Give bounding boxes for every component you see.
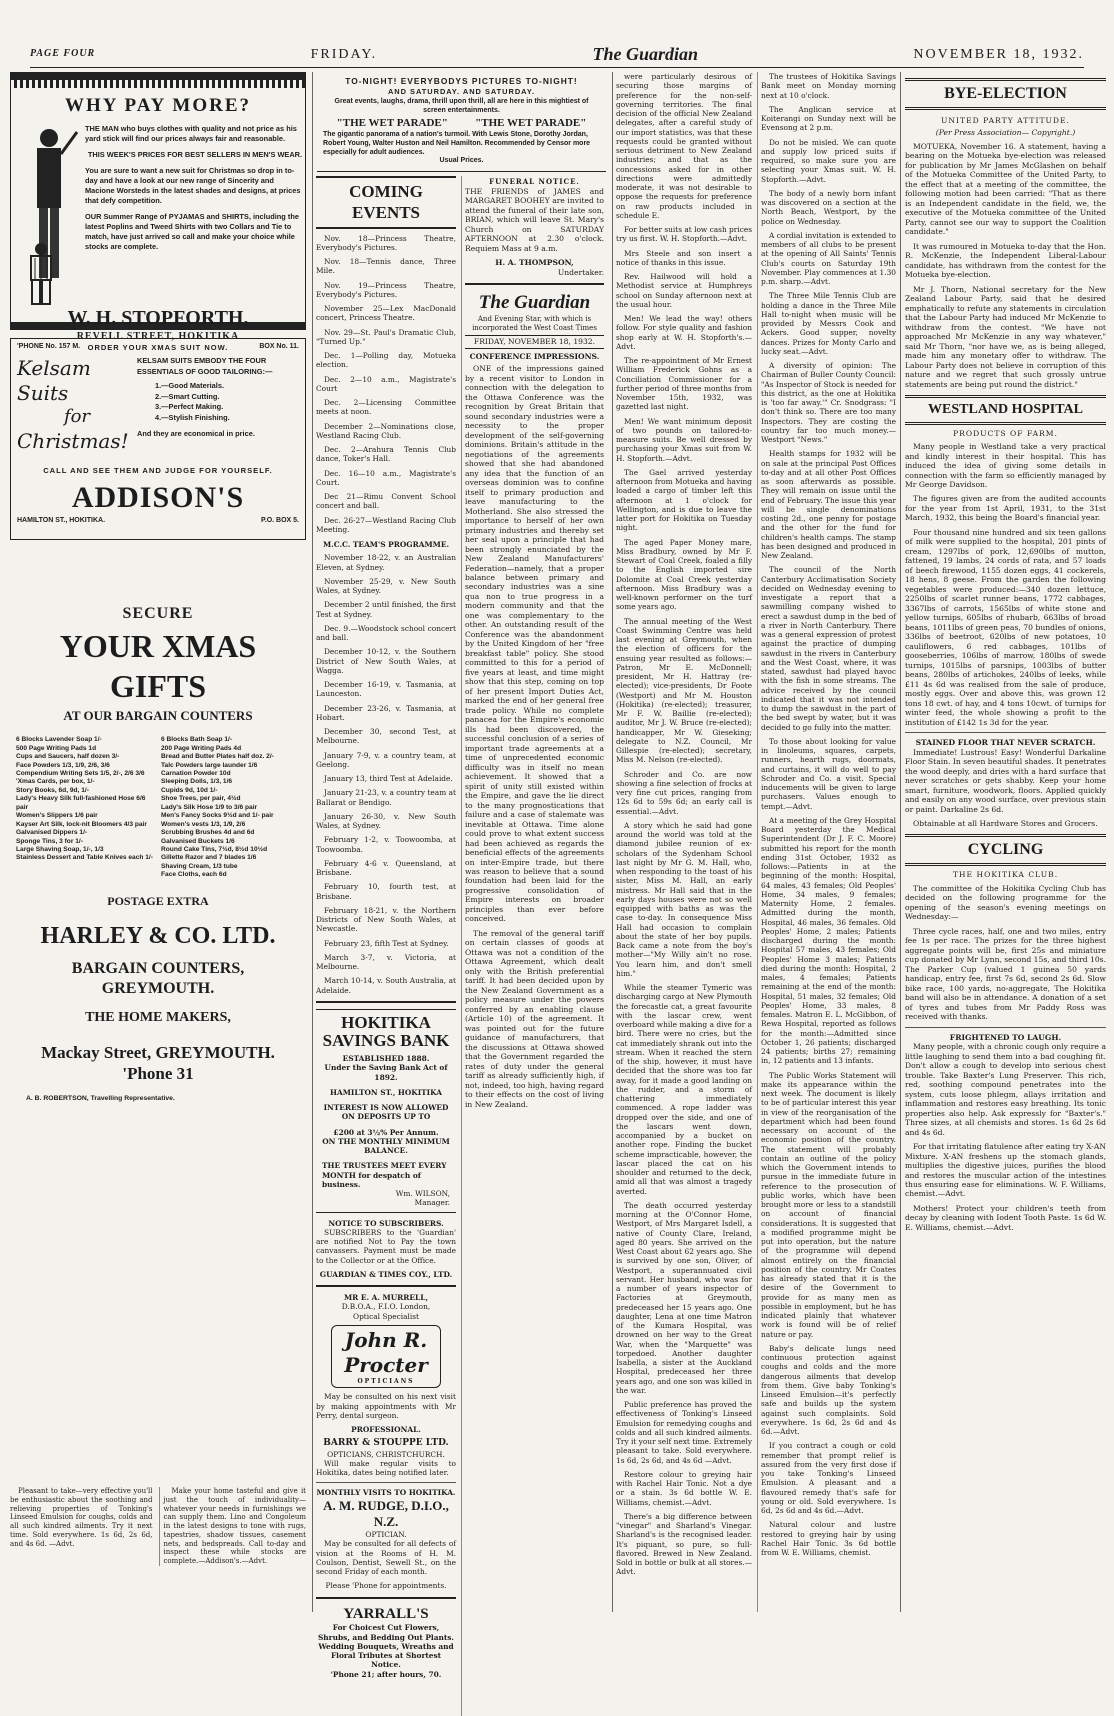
pyjama-man-illustration-icon: [21, 242, 61, 306]
mcc-fixture-item: December 10-12, v. the Southern District of New South Wales, at Wagga.: [316, 647, 456, 675]
xmas-price-item: Galvanised Dippers 1/-: [16, 829, 88, 837]
xmas-price-item: Lady's Heavy Silk full-fashioned Hose 6/6 pair: [16, 795, 146, 811]
xmas-price-item: Gillette Razor and 7 blades 1/6: [161, 854, 257, 862]
kelsam-essential-1: 1.—Good Materials.: [155, 380, 224, 390]
barry-name: BARRY & STOUPPE LTD.: [323, 1438, 449, 1449]
rudge-text: May be consulted for all defects of vision at the Rooms of H. M. Coulson, Dentist, Sewell St., on the second Friday of each month.: [316, 1539, 456, 1577]
mcc-fixture-item: January 21-23, v. a country team at Ballarat or Bendigo.: [316, 788, 456, 807]
xmas-price-item: Women's vests 1/3, 1/9, 2/6: [161, 820, 246, 828]
news-paragraph: The Gael arrived yesterday afternoon from Motueka and having loaded a cargo of timber left this afternoon at 1 o'clock for Wellington, and is due to leave the latter port for Hokitika on Tuesday night.: [616, 467, 752, 533]
bank-manager-role: Manager.: [414, 1198, 450, 1208]
stopforth-address: REVELL STREET, HOKITIKA: [76, 330, 240, 342]
news-paragraph: Men! We want minimum deposit of two pounds on tailored-to-measure suits. Be well dressed by purchasing your Xmas suit from W. H. Stopforth.—Advt.: [616, 416, 752, 463]
iodent-advt: Mothers! Protect your children's teeth from decay by cleaning with Iodent Tooth Paste. 1s 6d W. E. Williams, chemist.—Advt.: [905, 1203, 1106, 1232]
mcc-fixture-item: February 1-2, v. Toowoomba, at Toowoomba.: [316, 835, 456, 854]
mcc-fixture-item: November 25-29, v. New South Wales, at Sydney.: [316, 576, 456, 595]
harley-firm: HARLEY & CO. LTD.: [40, 922, 276, 949]
xmas-title: YOUR XMAS GIFTS: [59, 628, 257, 704]
bye-election-para-3: Mr J. Thorn, National secretary for the New Zealand Labour Party, said that he desired emphatically to refute any statements in circulation that the Labour Party had induced Mr McKenzie to withdraw from the contest. "We have not approached Mr McKenzie in any way whatever," said Mr Thorn, "nor have we, as is being alleged, made him any monetary offer to withdraw. The Labour Party does not believe in corruption of this nature and we regret that such grossly untrue statements are being put round the district.": [905, 284, 1106, 389]
news-paragraph: The body of a newly born infant was discovered on a section at the North Beach, Westport, by the police on Wednesday.: [761, 188, 896, 226]
editorial-para-1: ONE of the impressions gained by a recent visitor to London in connection with the delegation to the Ottawa Conference was the recognition by Great Britain that sound secondary industries were a necessity to the proper development of the self-governing dominions. Britain's attitude in the negotiations of the agreements showed that she had abandoned any idea that the function of an overseas dominion was to confine itself to primary production and leave manufacturing to the Motherland. She also stressed the importance to herself of her own primary industries and thereby set her seal upon a principle that had been strongly enunciated by the New Zealand Manufacturers' Federation—namely, that a proper balance between primary and secondary industries was a sine qua non to true progress in a modern community and that the one was complementary to the other. An outstanding result of the Conference was the abandonment by the United Kingdom of her "free breakfast table" policy. She stood committed to this for a period of five years at least, and time might show that this step, coming on top of her present Import Duties Act, marked the end of her general free trade policy. While no complete panacea for the Empire's economic ills had been discovered, the successful conclusion of a series of important trade agreements at a time of unprecedented economic difficulty was in itself no mean achievement. It showed that a spirit of unity still existed within the Empire, and gave the lie direct to the many prognostications that failure and a case of stalemate was inevitable at Ottawa. Time alone could prove to what extent success had been achieved as regards the beneficial effects of the agreements on inter-Empire trade, but there was reason to believe that a sound foundation had been laid for the progressive consolidation of Empire interests on broader principles than ever before conceived.: [465, 364, 604, 924]
mcc-fixture-item: February 10, fourth test, at Brisbane.: [316, 882, 456, 901]
xmas-price-item: Scrubbing Brushes 4d and 6d: [161, 829, 255, 837]
mcc-fixture-item: Dec. 9.—Woodstock school concert and ball.: [316, 623, 456, 642]
page-number: PAGE FOUR: [30, 48, 96, 60]
xmas-price-item: 200 Page Writing Pads 4d: [161, 744, 242, 752]
xmas-price-item: Kayser Art Silk, lock-nit Bloomers 4/3 pair: [16, 820, 147, 828]
bye-election-press: (Per Press Association— Copyright.): [935, 128, 1076, 138]
xmas-list-right: [161, 736, 300, 879]
bye-election-sub: UNITED PARTY ATTITUDE.: [941, 116, 1070, 125]
bank-balance: ON THE MONTHLY MINIMUM BALANCE.: [322, 1136, 450, 1156]
kelsam-lead: KELSAM SUITS EMBODY THE FOUR ESSENTIALS OF GOOD TAILORING:—: [137, 356, 273, 377]
savings-bank-ad: [316, 1009, 456, 1213]
coming-events-list: [316, 234, 456, 535]
mcc-fixture-item: November 18-22, v. an Australian Eleven, at Sydney.: [316, 553, 456, 572]
xmas-price-item: Shoe Trees, per pair, 4½d: [161, 795, 241, 803]
bank-established: ESTABLISHED 1888.: [342, 1054, 430, 1064]
xmas-price-item: Bread and Butter Plates half doz. 2/-: [161, 753, 274, 761]
news-paragraph: The Three Mile Tennis Club are holding a dance in the Three Mile Hall to-night when music will be provided by Messrs Cook and Ackers. Good supper, novelty dances. Prizes for Monty Carlo and lucky seat.—Advt.: [761, 291, 896, 356]
mcc-fixture-item: March 10-14, v. South Australia, at Adelaide.: [316, 976, 456, 995]
pictures-title-1: "THE WET PARADE": [336, 117, 448, 130]
professional-heading: PROFESSIONAL.: [351, 1425, 421, 1435]
xmas-price-list: [16, 736, 300, 879]
news-paragraph: The council of the North Canterbury Acclimatisation Society decided on Wednesday evening to investigate a report that a sawmilling company wished to erect a sawdust dump in the bed of a river in North Canterbury. There was a general expression of protest against the practice of dumping sawdust in the rivers in Canterbury and the West Coast, where, it was stated, sawdust had played havoc with the fish in some streams. The advice received by the council indicated that it was not intended to dump the sawdust in the part of the bed swept by water, but it was decided to go fully into the matter.: [761, 565, 896, 732]
xmas-price-item: 500 Page Writing Pads 1d: [16, 744, 97, 752]
news-paragraph: Natural colour and lustre restored to greying hair by using Rachel Hair Tonic. 3s 6d bottle from W. E. Williams, chemist.: [761, 1520, 896, 1557]
kelsam-call: CALL AND SEE THEM AND JUDGE FOR YOURSELF.: [43, 465, 273, 475]
addisons-kelsam-ad: [10, 338, 306, 540]
floor-text: Immediate! Lustrous! Easy! Wonderful Darkaline Floor Stain. In seven beautiful shades. It penetrates the wood deeply, and dries with a hard surface that never scratches or gets shabby. Keep your home smart, furniture, woodwork, floors. Applied quickly and easily on any wood surface, over previous stain or paint. Darkaline 2s 6d.: [905, 747, 1106, 814]
stopforth-phone: 'PHONE No. 157 M.: [17, 343, 81, 351]
xmas-price-item: Stainless Dessert and Table Knives each 1/-: [16, 854, 153, 862]
pictures-line-2: AND SATURDAY. AND SATURDAY.: [387, 86, 536, 96]
xmas-price-item: Lady's Silk Hose 1/9 to 3/6 pair: [161, 803, 258, 811]
xmas-price-item: Large Shaving Soap, 1/-, 1/3: [16, 845, 104, 853]
news-paragraph: There's a big difference between "vinegar" and Sharland's Vinegar. Sharland's is the recognised leader. It's piquant, so pure, so full-flavored. Brewed in New Zealand. Sold in bottle or bulk at all stores.—Advt.: [616, 1511, 752, 1577]
guardian-date: FRIDAY, NOVEMBER 18, 1932.: [465, 335, 604, 348]
news-paragraph: The Public Works Statement will make its appearance within the next week. The document is likely to be of particular interest this year in view of the reorganisation of the department which had been found necessary on account of the economic position of the country. The statement will probably contain an outline of the policy which the Government intends to pursue in the immediate future in reference to the prosecution of public works, which have been brought more or less to a standstill on account of financial considerations. It is suggested that a modified programme might be put into operation, but the nature of the programme will depend almost entirely on the financial position of the country. Mr Coates has already stated that it is the desire of the Government to provide for as many men as possible in employment, but he has indicated plainly that whatever work is found will be of relief nature or pay.: [761, 1070, 896, 1339]
kelsam-script-2: for: [63, 406, 91, 428]
xmas-price-item: 6 Blocks Bath Soap 1/-: [161, 736, 233, 744]
news-paragraph: The aged Paper Money mare, Miss Bradbury, owned by Mr F. Stewart of Coal Creek, foaled a filly to the English imported sire Dolomite at Coal Creek yesterday afternoon. Miss Bradbury was a well-known performer on the turf some years ago.: [616, 537, 752, 612]
masthead-day: FRIDAY.: [310, 46, 378, 62]
hospital-sub: PRODUCTS OF FARM.: [953, 428, 1058, 438]
xmas-price-item: Face Cloths, each 6d: [161, 871, 227, 879]
procter-logo-sub: OPTICIANS: [357, 1377, 415, 1385]
xmas-price-item: Cupids 9d, 10d 1/-: [161, 786, 218, 794]
mcc-fixture-item: February 4-6 v. Queensland, at Brisbane.: [316, 858, 456, 877]
bank-manager: Wm. WILSON,: [395, 1189, 450, 1199]
subscribers-text: SUBSCRIBERS to the 'Guardian' are notified Not to Pay the town canvassers. Payment must be made to the Collector or at the Office.: [316, 1227, 456, 1265]
column-1: [6, 72, 310, 1612]
news-paragraph: The death occurred yesterday morning at the O'Connor Home, Westport, of Mrs Margaret Isdell, a native of County Clare, Ireland, aged 80 years. She arrived on the West Coast about 62 years ago. She is survived by one son, Oliver, of Westport, a superannuated civil servant. Her husband, who was for a number of years inspector of Factories at Greymouth, predeceased her 15 years ago. One daughter, Lena at one time Matron of the Kumara Hospital, was drowned on her way to the Great War, when the "Marquette" was torpedoed. Another daughter Isabella, a sister at the Auckland Hospital, predeceased her three years ago, and one son was killed in the war.: [616, 1200, 752, 1395]
news-paragraph: Public preference has proved the effectiveness of Tonking's Linseed Emulsion for remedying coughs and colds and all such kindred ailments. Try it your self next time. Extremely pleasant to take. Sold everywhere. 1s 6d, 2s 6d, and 4s 6d —Advt.: [616, 1400, 752, 1465]
column-4: [900, 72, 1110, 1612]
stopforth-para-4: OUR Summer Range of PYJAMAS and SHIRTS, including the latest Poplins and Tweed Shirts with two Collars and Tie to match, have just arrived so call and make your choice while stocks are complete.: [85, 211, 299, 251]
harley-homemakers: THE HOME MAKERS,: [85, 1009, 231, 1025]
stopforth-title: WHY PAY MORE?: [64, 95, 252, 116]
news-paragraph: Do not be misled. We can quote and supply low priced suits if required, so make sure you are selecting your Xmas suit. W. H. Stopforth.—Advt.: [761, 137, 896, 184]
rudge-title: MONTHLY VISITS TO HOKITIKA.: [316, 1488, 456, 1498]
mcc-list: [316, 553, 456, 995]
mcc-fixture-item: December 23-26, v. Tasmania, at Hobart.: [316, 703, 456, 722]
kelsam-essential-3: 3.—Perfect Making.: [155, 402, 224, 412]
funeral-undertaker-role: Undertaker.: [557, 267, 604, 277]
news-paragraph: If you contract a cough or cold remember that prompt relief is assured from the very first dose if you take Tonking's Linseed Emulsion. A pleasant and a flavoured remedy that's safe for young or old. Sold everywhere. 1s 6d, 2s 6d and 4s 6d.—Advt.: [761, 1441, 896, 1515]
yarrall-name: YARRALL'S: [343, 1605, 429, 1622]
mcc-fixture-item: February 18-21, v. the Northern Districts of New South Wales, at Newcastle.: [316, 905, 456, 934]
procter-logo: [331, 1325, 441, 1389]
news-paragraph: A cordial invitation is extended to members of all clubs to be present at the opening of All Saints' Tennis Club's courts on Saturday 19th November. Play commences at 1.30 p.m. sharp.—Advt.: [761, 230, 896, 286]
harley-xmas-ad: [10, 600, 306, 1135]
news-paragraph: The Anglican service at Koiterangi on Sunday next will be Evensong at 2 p.m.: [761, 104, 896, 133]
yarrall-phone: 'Phone 21; after hours, 70.: [330, 1669, 442, 1679]
subscribers-title: NOTICE TO SUBSCRIBERS.: [328, 1218, 444, 1228]
xmas-price-item: Story Books, 6d, 9d, 1/-: [16, 786, 89, 794]
col1-bottom-notes: [10, 1487, 306, 1571]
mcc-fixture-item: December 2 until finished, the first Test at Sydney.: [316, 600, 456, 619]
news-paragraph: A diversity of opinion: The Chairman of Buller County Council: "As Inspector of Stock is needed for this district, as the one at Hokitika is 'too far away.'" Cr. Snodgrass: "I don't think so. There are too many Inspectors. They are costing the country far too much money.—Westport "News.": [761, 361, 896, 444]
hospital-para-2: The figures given are from the audited accounts for the year from 1st April, 1931, to the 31st March, 1932, this being the Board's financial year.: [905, 494, 1106, 523]
kelsam-economical: And they are economical in price.: [137, 428, 255, 438]
mcc-fixture-item: January 7-9, v. a country team, at Geelong.: [316, 750, 456, 769]
news-paragraph: were particularly desirous of securing those margins of preference for the non-self-governing territories. The final decision of the official New Zealand delegates, after a careful study of our import statistics, was that these requests could be granted without serious detriment to New Zealand industries; and that as the concessions asked for in other directions were admittedly moderate, it was not desirable to oppose the requests for preference on raw products included in schedule E.: [616, 72, 752, 220]
tonking-advt: Pleasant to take—very effective you'll be enthusiastic about the soothing and relieving properties of Tonking's Linseed Emulsion for coughs, colds and all such kindred ailments. Try it next time. Sold everywhere. 1s 6d, 2s 6d, and 4s 6d. —Advt.: [10, 1487, 153, 1548]
xmas-price-item: Face Powders 1/3, 1/9, 2/6, 3/6: [16, 761, 110, 769]
news-paragraph: Rev. Hailwood will hold a Methodist service at Humphreys school on Sunday afternoon next at the usual hour.: [616, 272, 752, 309]
harley-address: Mackay Street, GREYMOUTH. 'Phone 31: [41, 1043, 275, 1084]
barry-sub: OPTICIANS, CHRISTCHURCH.: [327, 1449, 445, 1459]
mcc-fixture-item: January 13, third Test at Adelaide.: [324, 774, 453, 783]
pictures-line-3: Great events, laughs, drama, thrill upon thrill, all are here in this mightiest of screen entertainments.: [334, 97, 589, 114]
coming-events-title: COMING EVENTS: [316, 176, 456, 229]
pictures-ad: [317, 72, 606, 172]
subscribers-firm: GUARDIAN & TIMES COY., LTD.: [319, 1269, 453, 1279]
mcc-fixture-item: March 3-7, v. Victoria, at Melbourne.: [316, 952, 456, 971]
bye-election-para-2: It was rumoured in Motueka to-day that the Hon. R. McKenzie, the Independent Liberal-Labour candidate, has withdrawn from the contest for the Motueka bye-election.: [905, 241, 1106, 280]
bye-election-para-1: MOTUEKA, November 16. A statement, having a bearing on the Motueka bye-election was released for publication by Mr James McGlashen on behalf of the Motueka Committee of the United Party, to the effect that at a meeting of the committee, the following motion had been carried: "That as there is an Independent candidate in the field, we, the executive of the Motueka committee of the United Party, cannot see our way to support the Coalition candidate.": [905, 141, 1106, 237]
frightened-text: Many people, with a chronic cough only require a little laughing to send them into a bad coughing fit. Don't allow a cough to develop into serious chest trouble. Take Baxter's Lung Preserver. This rich, red, soothing compound penetrates into the system, cuts loose phlegm, allays irritation and inflammation and restores easy breathing. Its tonic properties also help. Ask expressly for "Baxter's." Three sizes, at all chemists and stores. 1s 6d 2s 6d and 4s 6d.: [905, 1042, 1106, 1137]
masthead: [30, 42, 1084, 68]
xmas-postage: POSTAGE EXTRA: [107, 893, 209, 908]
coming-event-item: Nov. 18—Princess Theatre, Everybody's Pictures.: [316, 233, 456, 252]
kelsam-essential-4: 4.—Stylish Finishing.: [155, 413, 230, 423]
coming-event-item: Dec 21—Rimu Convent School concert and ball.: [316, 492, 456, 511]
news-paragraph: The trustees of Hokitika Savings Bank meet on Monday morning next at 10 o'clock.: [761, 72, 896, 100]
stopforth-box: BOX No. 11.: [259, 343, 299, 351]
barry-text: Will make regular visits to Hokitika, dates being notified later.: [316, 1458, 456, 1478]
news-paragraph: While the steamer Tymeric was discharging cargo at New Plymouth the forecastle cat, a great favourite with the lascar crew, went overboard while making a dive for a bird. There were no cries, but the cat immediately shrank out into the stream. When it reached the stern of the ship, however, it must have decided that the shore was too far away, for it made a good landing on the rudder, and a storm of chattering immediately commenced. A rope ladder was dropped over the side, and one of the lascars went down, accompanied by a bucket on another rope. Finding the bucket scheme impracticable, however, the lascar placed the cat on his shoulder and returned to the deck, amid all that was almost a tragedy averted.: [616, 983, 752, 1196]
news-paragraph: Baby's delicate lungs need continuous protection against coughs and colds and the more dangerous ailments that develop from them. Give baby Tonking's Linseed Emulsion—it's perfectly safe and builds up the system against such complaints. Sold everywhere. 1s 6d, 2s 6d and 4s 6d.—Advt.: [761, 1343, 896, 1436]
xmas-price-item: Galvanised Buckets 1/6: [161, 837, 235, 845]
column-3: [612, 72, 898, 1612]
col3-left: [613, 72, 755, 1612]
procter-logo-name: John R. Procter: [344, 1327, 428, 1377]
yarrall-wed: Wedding Bouquets, Wreaths and Floral Tributes at Shortest Notice.: [318, 1641, 454, 1670]
xmas-price-item: Cups and Saucers, half dozen 3/-: [16, 753, 120, 761]
masthead-date: NOVEMBER 18, 1932.: [913, 46, 1084, 62]
stopforth-para-2: THIS WEEK'S PRICES FOR BEST SELLERS IN MEN'S WEAR.: [87, 149, 303, 159]
hospital-para-3: Four thousand nine hundred and six teen gallons of milk were supplied to the hospital, 201 pints of cream, 1297lbs of pork, 12,690lbs of mutton, fattened, 19 lambs, 24 cords of rata, and 57 loads of beech firewood, 1155 dozen eggs, 41 cockerels, 18 hens, 8 geese. From the garden the following vegetables were produced:—340 dozen lettuce, 2250lbs of scarlet runner beans, 1772 cabbages, 3367lbs of carrots, 1565lbs of white stone and yellow turnips, 605lbs of rhubarb, 663lbs of broad beans, 1011lbs of green peas, 70 bundles of onions, 336lbs of beetroot, 620lbs of new potatoes, 10 cauliflowers, 6 red cabbages, 101lbs of gooseberries, 106lbs of marrow, 180lbs of swede turnips, 1015lbs of parsnips, 1003lbs of butter beans, 280lbs of artichokes, 240lbs of leeks, while £11 4s 6d was realised from the sale of produce, mostly eggs. Over and above this, was grown 12 tons 18 cwt. of hay, and 4 tons 10cwt. of turnips for winter feed, the whole showing a profit to the institution of £142 1s 3d for the year.: [905, 527, 1106, 727]
addisons-firm: ADDISON'S: [71, 481, 245, 515]
news-paragraph: Schroder and Co. are now showing a fine selection of frocks at very fine cut prices, ranging from 12s 6d to 59s 6d; an early call is essential.—Advt.: [616, 769, 752, 816]
news-paragraph: To those about looking for value in linoleums, squares, carpets, runners, hearth rugs, doormats, and curtains, it will do well to pay Schroder and Co. a visit. Special inducements will be given to large purchasers. Values enough to tempt.—Advt.: [761, 736, 896, 811]
cycling-sub: THE HOKITIKA CLUB.: [952, 870, 1059, 880]
murrell-text: May be consulted on his next visit by making appointments with Mr Perry, dental surgeon.: [316, 1392, 456, 1420]
coming-event-item: December 2—Nominations close, Westland Racing Club.: [316, 421, 456, 440]
editorial-title: CONFERENCE IMPRESSIONS.: [469, 351, 600, 361]
addisons-furnishing-advt: Make your home tasteful and give it just the touch of individuality—whatever your needs in furnishings we can supply them. Lino and Congoleum in the latest designs to tone with rugs, tapestries, shadow tissues, casement nets, and bedspreads. Call to-day and inspect these while stocks are complete.—Addison's.—Advt.: [159, 1487, 307, 1566]
funeral-title: FUNERAL NOTICE.: [489, 177, 580, 186]
xmas-price-item: Women's Slippers 1/6 pair: [16, 812, 98, 820]
bank-name: HOKITIKA SAVINGS BANK: [322, 1012, 450, 1051]
news-paragraph: The annual meeting of the West Coast Swimming Centre was held last evening at Greymouth, when the election of officers for the ensuing year resulted as follows:—Patron, Mr E. McDonnell; president, Mr H. Hattray (re-elected); vice-presidents, Dr Foote (Westport) and Mr M. Houston (Hokitika) (re-elected); treasurer, Mr F. W. Baillie (re-elected); auditor, Mr J. W. Bruce (re-elected); handicapper, Mr W. Gieseking; delegate to N.Z. Council, Mr Gillespie (re-elected); secretary, Miss M. Nelson (re-elected).: [616, 616, 752, 765]
coming-event-item: Dec. 2—Licensing Committee meets at noon.: [316, 398, 456, 417]
news-paragraph: A story which he said had gone around the world was told at the diamond jubilee reunion of ex-scholars of the Sydenham School last night by Mr G. M. Hall, who, when responding to the toast of his sister, Miss M. Hall, an early mistress. Mr Hall said that in the early days houses were not so well equipped with baths as was the case to-day. In consequence Miss Hall had occasion to complain about the state of her boy pupils. Back came a note from the boy's mother—"My Willy ain't no rose. You learn him, and don't smell him.": [616, 820, 752, 978]
news-paragraph: At a meeting of the Grey Hospital Board yesterday the Medical Superintendent (Dr J. F. C. Moore) submitted his report for the month ending 31st October, 1932 as follows:—Patients in at the beginning of the month: Hospital, 64 males, 43 females; Old Peoples' Home, 34 males, 9 females; Maternity Home, 2 females. Admitted during the month, Hospital, 46 males, 36 females. Old Peoples' Home, 2 males; Patients discharged during the month: Hospital 57 males, 43 females; Old Peoples' Home 3 males; Patients died during the month: Hospital, 2 males, 4 females; Patients remaining at the end of the month: Hospital, 51 males, 32 females; Old Peoples' Home, 33 males, 8 females. Matron E. L. McGibbon, of Rewa Hospital, reported as follows for the month:—Admitted since October 1, 26 patients; discharged 24 patients; births 27; remaining in, 12 patients and 13 infants.: [761, 815, 896, 1066]
bye-election-title: BYE-ELECTION: [905, 78, 1106, 110]
harley-rep: A. B. ROBERTSON, Travelling Representative.: [26, 1094, 175, 1102]
pictures-prices: Usual Prices.: [439, 157, 484, 165]
editorial-para-2: The removal of the general tariff on certain classes of goods at Ottawa was not a condition of the Ottawa Agreement, which dealt only with the British preferential tariff. It had been decided upon by the New Zealand Government as a policy measure under the powers conferred by an enabling clause (Article 10) of the agreement. It was pointed out for the future guidance of manufacturers, that the discussions at Ottawa showed that the Government regarded the rates of duty under the general tariff as already sufficiently high, if not, indeed, too high, having regard to their effects on the cost of living in New Zealand.: [465, 928, 605, 1109]
news-paragraph: The re-appointment of Mr Ernest William Frederick Gohns as a Conciliation Commissioner for a further period of three months from November 15th, 1932, was gazetted last night.: [616, 356, 752, 412]
stopforth-para-3: You are sure to want a new suit for Christmas so drop in to-day and have a look at our new range of Sincerity and Macione Worsteds in the latest shades and designs, at prices that defy competition.: [85, 165, 301, 205]
xmas-list-left: [16, 736, 155, 879]
col3-right: [757, 72, 899, 1612]
xmas-price-item: 'Xmas Cards, per box, 1/-: [16, 778, 95, 786]
coming-event-item: Nov. 29—St. Paul's Dramatic Club, "Turned Up.": [316, 327, 456, 346]
col2-left: [313, 176, 459, 1716]
masthead-paper-name: The Guardian: [592, 44, 699, 65]
murrell-quals: D.B.O.A., F.I.O. London,: [341, 1302, 431, 1312]
kelsam-script-3: Christmas!: [17, 428, 129, 453]
murrell-name: MR E. A. MURRELL,: [343, 1293, 429, 1303]
xmas-price-item: 6 Blocks Lavender Soap 1/-: [16, 736, 102, 744]
coming-event-item: Dec. 2—10 a.m., Magistrate's Court: [316, 374, 456, 393]
news-paragraph: Men! We lead the way! others follow. For style quality and fashion shop early at W. H. Stopforth's.—Advt.: [616, 314, 752, 351]
cycling-para-2: Three cycle races, half, one and two miles, entry fee 1s per race. The prizes for the three highest aggregate points will be, first 25s and miniature cup donated by Mr Lynn, second 15s, and third 10s. The Parker Cup (valued 1 guinea 50 yards handicap, entry fee, first 7s 6d, second 2s 6d. Slow bike race, 100 yards, no-aggregate, The Hokitika band will also be in attendance. A donation of a set of tyres and tubes from Mr Paddy Ross was received with thanks.: [905, 926, 1106, 1022]
rudge-phone: Please 'Phone for appointments.: [325, 1581, 447, 1591]
stopforth-para-1: THE MAN who buys clothes with quality and not price as his yard stick will find our prices always fair and reasonable.: [85, 123, 297, 143]
xmas-price-item: Sleeping Dolls, 1/3, 1/6: [161, 778, 233, 786]
kelsam-script-1: Kelsam Suits: [17, 356, 91, 406]
news-paragraph: Health stamps for 1932 will be on sale at the principal Post Offices to-day and at all other Post Offices as soon afterwards as possible. They will remain on issue until the end of February. The issue this year will be single denominations costing 2d., one penny for postage and the other for the fund for children's health camps. The stamp has been designed and produced in New Zealand.: [761, 449, 896, 560]
xmas-price-item: Compendium Writing Sets 1/5, 2/-, 2/6 3/6: [16, 770, 145, 777]
mcc-fixture-item: December 16-19, v. Tasmania, at Launceston.: [316, 680, 456, 699]
rudge-name: A. M. RUDGE, D.I.O., N.Z.: [323, 1497, 449, 1529]
cycling-para-1: The committee of the Hokitika Cycling Club has decided on the following programme for the opening of the season's evening meetings on Wednesday:—: [905, 883, 1106, 922]
coming-event-item: Nov. 19—Princess Theatre, Everybody's Pictures.: [316, 280, 456, 299]
pictures-line-4: The gigantic panorama of a nation's turmoil. With Lewis Stone, Dorothy Jordan, Robert Young, Walter Huston and Neil Hamilton. Recommended by Censor more especially for adult audiences.: [323, 131, 591, 156]
funeral-text: THE FRIENDS of JAMES and MARGARET BOOHEY are invited to attend the funeral of their late son, BRIAN, which will leave St. Mary's Church on SATURDAY AFTERNOON at 2.30 o'clock. Requiem Mass at 9 a.m.: [465, 186, 604, 253]
addisons-address: HAMILTON ST., HOKITIKA.: [17, 516, 106, 524]
xmas-sub: AT OUR BARGAIN COUNTERS: [63, 708, 253, 723]
coming-event-item: November 25—Lex MacDonald concert, Princess Theatre.: [316, 304, 456, 323]
news-paragraph: For better suits at low cash prices try us first. W. H. Stopforth.—Advt.: [616, 225, 752, 244]
bank-act: Under the Saving Bank Act of 1892.: [324, 1063, 448, 1082]
xan-advt: For that irritating flatulence after eating try X-AN Mixture. X-AN freshens up the stomach glands, multiplies the digestive juices, purifies the blood and restores the muscular action of the intestines thus ensuring ease for eliminations. W. F. Williams, chemist.—Advt.: [905, 1142, 1106, 1199]
coming-event-item: Nov. 18—Tennis dance, Three Mile.: [316, 257, 456, 276]
bank-trustees: THE TRUSTEES MEET EVERY MONTH for despatch of business.: [322, 1161, 447, 1189]
pictures-title-2: "THE WET PARADE": [475, 117, 587, 130]
murrell-role: Optical Specialist: [353, 1311, 419, 1321]
floor-stock: Obtainable at all Hardware Stores and Grocers.: [913, 818, 1098, 828]
mcc-title: M.C.C. TEAM'S PROGRAMME.: [322, 540, 450, 549]
hospital-para-1: Many people in Westland take a very practical and kindly interest in their hospital. This has induced the idea of giving some details in connection with the farm so efficiently managed by Mr George Davidson.: [905, 442, 1106, 489]
stopforth-firm: W. H. STOPFORTH,: [67, 306, 249, 329]
xmas-price-item: Shaving Cream, 1/3 tube: [161, 862, 238, 870]
xmas-price-item: Round Cake Tins, 7½d, 8½d 10½d: [161, 845, 268, 853]
bank-interest: INTEREST IS NOW ALLOWED ON DEPOSITS UP TO: [323, 1103, 449, 1122]
frightened-title: FRIGHTENED TO LAUGH.: [949, 1032, 1062, 1042]
harley-bargain: BARGAIN COUNTERS, GREYMOUTH.: [71, 959, 245, 997]
rudge-role: OPTICIAN.: [365, 1530, 407, 1540]
bank-rate: £200 at 3½% Per Annum.: [333, 1127, 439, 1137]
coming-event-item: Dec. 16—10 a.m., Magistrate's Court.: [316, 468, 456, 487]
bank-address: HAMILTON ST., HOKITIKA: [330, 1087, 442, 1097]
cycling-title: CYCLING: [905, 834, 1106, 866]
coming-event-item: Dec. 26-27—Westland Racing Club Meeting.: [316, 515, 456, 534]
xmas-price-item: Sponge Tins, 3 for 1/-: [16, 837, 83, 845]
guardian-name: The Guardian: [478, 292, 591, 314]
addisons-box: P.O. BOX 5.: [261, 516, 299, 524]
coming-event-item: Dec. 1—Polling day, Motueka election.: [316, 351, 456, 370]
mcc-fixture-item: December 30, second Test, at Melbourne.: [316, 727, 456, 746]
xmas-price-item: Talc Powders large launder 1/6: [161, 761, 258, 769]
news-paragraph: Restore colour to greying hair with Rachel Hair Tonic. Not a dye or a stain. 3s 6d bottle W. E. Williams, chemist.—Advt.: [616, 1469, 752, 1507]
funeral-undertaker: H. A. THOMPSON,: [495, 258, 574, 268]
news-paragraph: Mrs Steele and son insert a notice of thanks in this issue.: [616, 248, 752, 267]
coming-event-item: Dec. 2—Arahura Tennis Club dance, Toker's Hall.: [316, 445, 456, 464]
kelsam-essential-2: 2.—Smart Cutting.: [155, 391, 220, 401]
guardian-sub: And Evening Star, with which is incorporated the West Coast Times: [472, 314, 597, 332]
col2-right: [461, 176, 607, 1716]
xmas-price-item: Carnation Powder 10d: [161, 770, 231, 777]
hospital-title: WESTLAND HOSPITAL: [905, 395, 1106, 425]
xmas-secure: SECURE: [122, 605, 194, 622]
mcc-fixture-item: January 26-30, v. New South Wales, at Sydney.: [316, 811, 456, 830]
column-2: [312, 72, 610, 1679]
mcc-fixture-item: February 23, fifth Test at Sydney.: [324, 938, 449, 948]
floor-title: STAINED FLOOR THAT NEVER SCRATCH.: [915, 738, 1096, 748]
kelsam-top-line: ORDER YOUR XMAS SUIT NOW.: [87, 343, 229, 352]
pictures-line-1: TO-NIGHT! EVERYBODYS PICTURES TO-NIGHT!: [345, 76, 578, 86]
yarrall-text: For Choicest Cut Flowers, Shrubs, and Bedding Out Plants.: [317, 1623, 455, 1642]
xmas-price-item: Men's Fancy Socks 9½d and 1/- pair: [161, 812, 274, 820]
